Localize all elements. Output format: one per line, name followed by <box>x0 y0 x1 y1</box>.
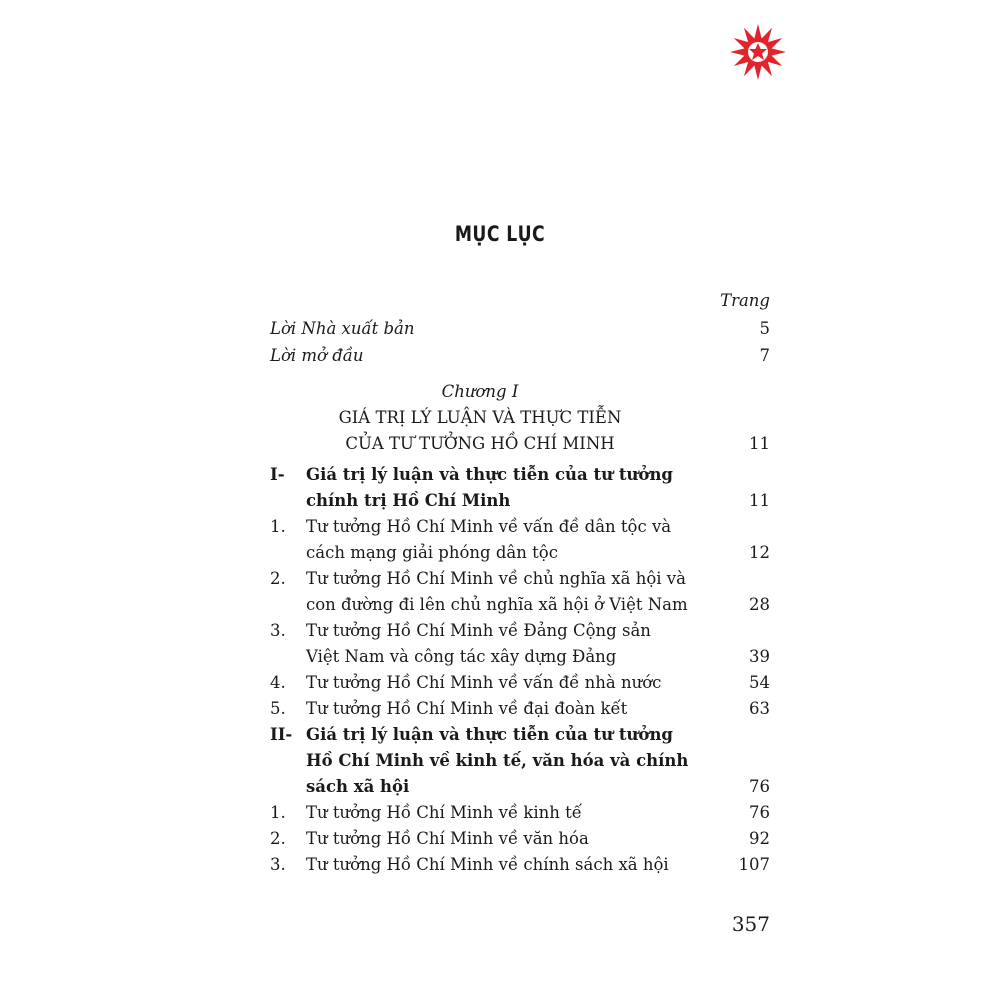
chapter-label: Chương I <box>441 382 519 401</box>
item-marker: 2. <box>270 829 286 848</box>
toc-page-number: 7 <box>759 346 770 365</box>
item-title-line: Tư tưởng Hồ Chí Minh về vấn đề dân tộc và <box>306 517 672 536</box>
item-marker: 1. <box>270 517 286 536</box>
page-number: 357 <box>731 912 770 936</box>
toc-page-number: 11 <box>749 491 770 510</box>
item-title-line: Tư tưởng Hồ Chí Minh về chủ nghĩa xã hội và <box>306 569 686 588</box>
item-title-line: Tư tưởng Hồ Chí Minh về kinh tế <box>306 803 582 822</box>
section-title-line: Giá trị lý luận và thực tiễn của tư tưởng <box>306 725 673 744</box>
item-title-line: Việt Nam và công tác xây dựng Đảng <box>306 647 617 666</box>
item-title-line: cách mạng giải phóng dân tộc <box>306 543 558 562</box>
chapter-title-line: GIÁ TRỊ LÝ LUẬN VÀ THỰC TIỄN <box>338 408 622 427</box>
item-title-line: Tư tưởng Hồ Chí Minh về vấn đề nhà nước <box>306 673 662 692</box>
toc-page-number: 54 <box>749 673 770 692</box>
toc-title: MỤC LỤC <box>454 222 546 246</box>
item-marker: 3. <box>270 621 286 640</box>
section-marker: II- <box>270 725 293 744</box>
toc-page-number: 28 <box>749 595 770 614</box>
toc-page-number: 11 <box>749 434 770 453</box>
section-title-line: chính trị Hồ Chí Minh <box>306 491 511 510</box>
item-marker: 5. <box>270 699 286 718</box>
page-column-label: Trang <box>720 291 770 310</box>
section-title-line: Hồ Chí Minh về kinh tế, văn hóa và chính <box>306 751 689 770</box>
item-title-line: Tư tưởng Hồ Chí Minh về chính sách xã hội <box>306 855 669 874</box>
toc-page-number: 92 <box>749 829 770 848</box>
item-marker: 2. <box>270 569 286 588</box>
toc-entry-preface: Lời Nhà xuất bản <box>270 319 415 338</box>
item-title-line: Tư tưởng Hồ Chí Minh về Đảng Cộng sản <box>306 621 651 640</box>
section-title-line: sách xã hội <box>306 777 410 796</box>
toc-page-number: 76 <box>749 777 770 796</box>
toc-entry-introduction: Lời mở đầu <box>270 346 364 365</box>
section-marker: I- <box>270 465 285 484</box>
item-title-line: Tư tưởng Hồ Chí Minh về văn hóa <box>306 829 589 848</box>
item-title-line: Tư tưởng Hồ Chí Minh về đại đoàn kết <box>306 699 628 718</box>
item-marker: 4. <box>270 673 286 692</box>
toc-page-number: 76 <box>749 803 770 822</box>
toc-page-number: 12 <box>749 543 770 562</box>
toc-page-number: 107 <box>738 855 770 874</box>
toc-page-number: 5 <box>759 319 770 338</box>
item-title-line: con đường đi lên chủ nghĩa xã hội ở Việt Nam <box>306 595 688 614</box>
item-marker: 1. <box>270 803 286 822</box>
toc-page-number: 39 <box>749 647 770 666</box>
toc-page-number: 63 <box>749 699 770 718</box>
item-marker: 3. <box>270 855 286 874</box>
chapter-title-line: CỦA TƯ TƯỞNG HỒ CHÍ MINH <box>345 434 615 453</box>
section-title-line: Giá trị lý luận và thực tiễn của tư tưởng <box>306 465 673 484</box>
publisher-logo <box>728 22 788 82</box>
